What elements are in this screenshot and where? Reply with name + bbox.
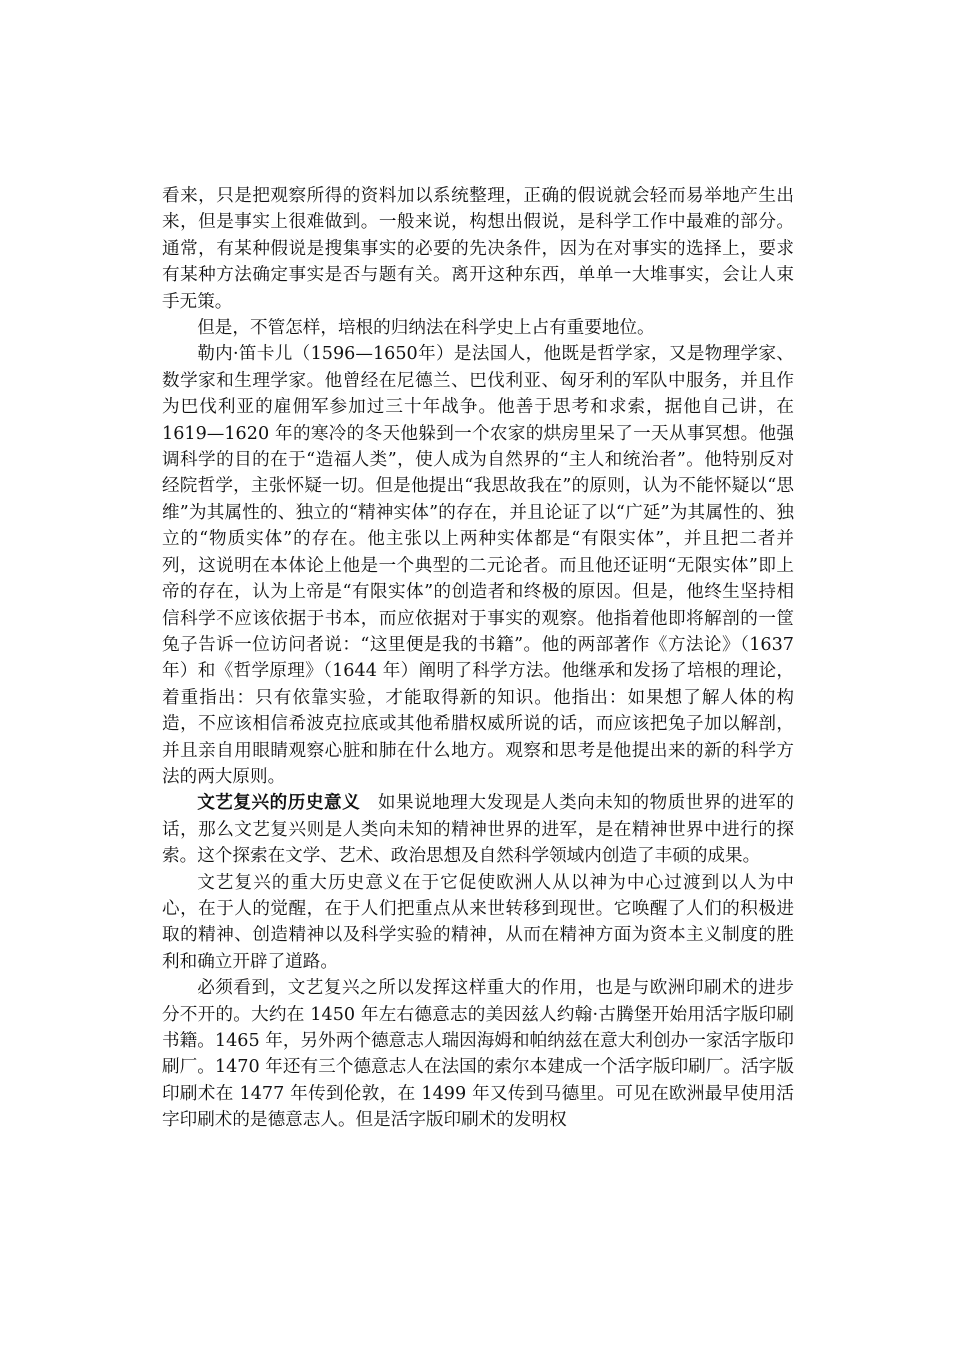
paragraph-descartes: 勒内·笛卡儿（1596—1650年）是法国人，他既是哲学家，又是物理学家、数学家和生理学家。他曾经在尼德兰、巴伐利亚、匈牙利的军队中服务，并且作为巴伐利亚的雇佣军参加过三十年战争。他善于思考和求索，据他自己讲，在 1619—1620 年的寒冷的冬天他躲到一个农家的烘房里呆了一天从事冥想。他强调科学的目的在于“造福人类”，使人成为自然界的“主人和统治者”。他特别反对经院哲学，主张怀疑一切。但是他提出“我思故我在”的原则，认为不能怀疑以“思维”为其属性的、独立的“精神实体”的存在，并且论证了以“广延”为其属性的、独立的“物质实体”的存在。他主张以上两种实体都是“有限实体”，并且把二者并列，这说明在本体论上他是一个典型的二元论者。而且他还证明“无限实体”即上帝的存在，认为上帝是“有限实体”的创造者和终极的原因。但是，他终生坚持相信科学不应该依据于书本，而应依据对于事实的观察。他指着他即将解剖的一筐兔子告诉一位访问者说：“这里便是我的书籍”。他的两部著作《方法论》（1637 年）和《哲学原理》（1644 年）阐明了科学方法。他继承和发扬了培根的理论，着重指出：只有依靠实验，才能取得新的知识。他指出：如果想了解人体的构造，不应该相信希波克拉底或其他希腊权威所说的话，而应该把兔子加以解剖，并且亲自用眼睛观察心脏和肺在什么地方。观察和思考是他提出来的新的科学方法的两大原则。 (162, 344, 794, 787)
paragraph-printing: 必须看到，文艺复兴之所以发挥这样重大的作用，也是与欧洲印刷术的进步分不开的。大约在 1450 年左右德意志的美因兹人约翰·古腾堡开始用活字版印刷书籍。1465 年，另外两个德意志人瑞因海姆和帕纳兹在意大利创办一家活字版印刷厂。1470 年还有三个德意志人在法国的索尔本建成一个活字版印刷厂。活字版印刷术在 1477 年传到伦敦，在 1499 年又传到马德里。可见在欧洲最早使用活字印刷术的是德意志人。但是活字版印刷术的发明权 (162, 978, 794, 1131)
paragraph-bacon-summary: 但是，不管怎样，培根的归纳法在科学史上占有重要地位。 (197, 318, 655, 339)
document-page (162, 183, 794, 1134)
paragraph-continuation: 看来，只是把观察所得的资料加以系统整理，正确的假说就会轻而易举地产生出来，但是事实上很难做到。一般来说，构想出假说，是科学工作中最难的部分。通常，有某种假说是搜集事实的必要的先决条件，因为在对事实的选择上，要求有某种方法确定事实是否与题有关。离开这种东西，单单一大堆事实，会让人束手无策。 (162, 186, 794, 312)
paragraph-historical-meaning: 文艺复兴的重大历史意义在于它促使欧洲人从以神为中心过渡到以人为中心，在于人的觉醒，在于人们把重点从来世转移到现世。它唤醒了人们的积极进取的精神、创造精神以及科学实验的精神，从而在精神方面为资本主义制度的胜利和确立开辟了道路。 (162, 872, 794, 972)
paragraph-renaissance-significance (162, 790, 794, 869)
section-heading: 文艺复兴的历史意义 (197, 793, 361, 814)
paragraph-text: 如果说地理大发现是人类向未知的物质世界的进军的话，那么文艺复兴则是人类向未知的精神世界的进军，是在精神世界中进行的探索。这个探索在文学、艺术、政治思想及自然科学领域内创造了丰硕的成果。 (162, 793, 794, 867)
